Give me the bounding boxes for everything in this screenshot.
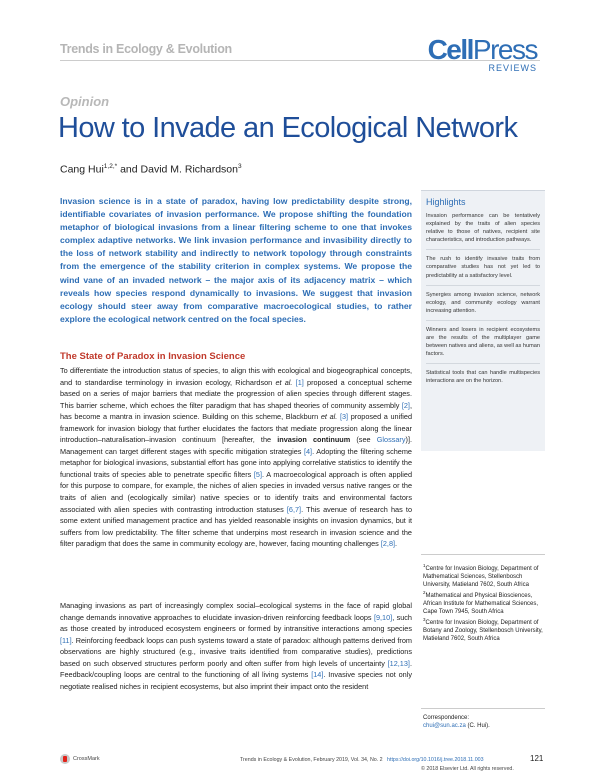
text-run: et al. <box>320 412 338 422</box>
body-paragraph-1 <box>60 365 412 550</box>
author-1[interactable]: Cang Hui <box>60 163 104 176</box>
affiliations <box>423 562 548 643</box>
body-paragraph-2 <box>60 600 412 692</box>
text-run: et al. <box>275 377 293 387</box>
correspondence: Correspondence: chui@sun.ac.za (C. Hui). <box>423 714 548 730</box>
copyright: © 2018 Elsevier Ltd. All rights reserved. <box>421 766 514 772</box>
crossmark-badge[interactable]: CrossMark <box>60 754 100 764</box>
affiliation-item <box>423 562 548 589</box>
citation-link[interactable]: [5] <box>253 469 263 479</box>
citation-link[interactable]: [12,13] <box>387 658 410 668</box>
citation-link[interactable]: [3] <box>339 412 349 422</box>
citation-link[interactable]: [9,10] <box>373 612 393 622</box>
citation-link[interactable]: [2] <box>401 400 410 410</box>
doi-link[interactable]: https://doi.org/10.1016/j.tree.2018.11.003 <box>387 757 484 763</box>
text-run: . Feedback/coupling loops are central to the functioning of all living systems <box>60 658 412 680</box>
logo-reviews: REVIEWS <box>488 63 537 73</box>
text-run: invasion continuum <box>277 435 351 445</box>
text-run: , has become a mantra in invasion science. Building on this scheme, Blackburn <box>60 400 412 422</box>
abstract: Invasion science is in a state of paradox, having low predictability despite strong, identifiable covariates of invasion performance. We propose shifting the foundation metaphor of biological invasions from a linear filtering scheme to one that invokes complex adaptive networks. We link invasion performance and invasibility directly to the loss of network stability and indirectly to network topology through constraints from the emergence of the stability criterion in complex systems. We propose the wind vane of an invaded network – the major axis of its adjacency matrix – which reveals how species respond dynamically to invasions. We suggest that invasion ecology should steer away from comparative macroecological studies, to rather explore the ecological network centred on the focal species. <box>60 196 412 324</box>
affiliation-text: Centre for Invasion Biology, Department of Mathematical Sciences, Stellenbosch University, Matieland 7602, South Africa <box>423 566 539 588</box>
highlights-box <box>421 190 545 451</box>
page-number: 121 <box>530 754 544 763</box>
highlight-item: Synergies among invasion science, network ecology, and community ecology warrant increasing attention. <box>426 291 540 314</box>
author-line: Cang Hui$^{1,2,*}$ and David M. Richardson$^3$ <box>60 163 242 176</box>
citation-link[interactable]: [11] <box>60 635 72 645</box>
citation-link[interactable]: [14] <box>311 670 324 680</box>
affiliation-text: Centre for Invasion Biology, Department of Botany and Zoology, Stellenbosch University, Matieland 7602, South Africa <box>423 620 543 642</box>
text-run: proposed a conceptual scheme based on a series of major barriers that mediate the progression of alien species through different stages. This barrier scheme, which echoes the filter paradigm that has shaped theories of community assembly <box>60 377 412 410</box>
affiliation-text: Mathematical and Physical Biosciences, African Institute for Mathematical Sciences, Cape Town 7945, South Africa <box>423 593 539 615</box>
section-heading: The State of Paradox in Invasion Science <box>60 351 246 362</box>
affiliation-number: 2 <box>423 590 426 595</box>
text-run: , such as those created by introduced ecosystem engineers or formed by intransitive interactions among species <box>60 612 412 634</box>
highlight-divider <box>426 320 540 321</box>
text-run: . This avenue of research has to some extent unified management practice and has yielded reasonable insights on invasion dynamics, but it suffers from low predictability. The filter scheme that underpins most research in invasion science and the filter paradigm that does the same in community ecology are, however, facing mounting challenges <box>60 504 413 549</box>
text-run: )]. Management can target different stages with specific mitigation strategies <box>60 435 413 456</box>
affiliation-divider <box>421 554 545 555</box>
text-run: . Invasive species not only negotiate realised niches in recipient ecosystems, but also imprint their impact onto the resident <box>60 670 412 691</box>
article-title: How to Invade an Ecological Network <box>58 112 518 144</box>
citation-link[interactable]: [2,8] <box>380 539 396 549</box>
text-run: . A macroecological approach is often applied for this purpose to compare, for example, the niches of alien species in invaded versus native ranges or the traits of alien and (ecologically similar) native species or to identify traits and environmental factors associated with alien species with contrasting introduction statuses <box>60 469 412 514</box>
footer-citation: Trends in Ecology & Evolution, February 2019, Vol. 34, No. 2 https://doi.org/10.1016/j.tree.2018.11.003 <box>240 757 484 763</box>
author-2-affil: 3 <box>237 163 242 170</box>
crossmark-icon <box>60 754 70 764</box>
affiliation-item <box>423 616 548 643</box>
cellpress-logo[interactable] <box>428 36 537 73</box>
affiliation-number: 1 <box>423 563 426 568</box>
highlight-item: Winners and losers in recipient ecosystems are the results of the multiplayer game between natives and aliens, as well as human factors. <box>426 326 540 358</box>
highlights-title: Highlights <box>426 197 466 207</box>
highlight-item: Statistical tools that can handle multispecies interactions are on the horizon. <box>426 370 540 385</box>
citation-link[interactable]: [1] <box>295 377 304 387</box>
author-2[interactable]: David M. Richardson <box>140 163 238 176</box>
logo-wordmark: CellPress <box>427 34 537 65</box>
author-1-affil: 1,2,* <box>103 163 118 170</box>
journal-name: Trends in Ecology & Evolution <box>60 42 232 56</box>
article-type: Opinion <box>60 94 110 109</box>
text-run: . <box>395 539 398 549</box>
text-run: proposed a unified framework for invasion biology that further elucidates the factors that mediate progression along the linear introduction–naturalisation–invasion continuum [hereafter, the <box>60 412 413 445</box>
text-run: To differentiate the introduction status of species, to align this with ecological and biogeographical concepts, and to standardise terminology in invasion ecology, Richardson <box>60 366 412 387</box>
correspondence-label: Correspondence: <box>423 715 470 721</box>
correspondence-email[interactable]: chui@sun.ac.za <box>423 723 466 729</box>
highlight-divider <box>426 363 540 364</box>
citation-link[interactable]: [6,7] <box>286 504 302 514</box>
affiliation-item <box>423 589 548 616</box>
citation-link[interactable]: Glossary <box>376 435 406 445</box>
highlight-divider <box>426 285 540 286</box>
highlight-item: Invasion performance can be tentatively explained by the traits of alien species relative to those of natives, recipient site characteristics, and introduction pathways. <box>426 213 540 244</box>
affiliation-number: 3 <box>423 617 426 622</box>
correspondence-divider <box>421 708 545 709</box>
text-run: (see <box>350 435 377 445</box>
highlight-item: The rush to identify invasive traits from comparative studies has not yet led to predictability at a satisfactory level. <box>426 256 540 279</box>
text-run: . Reinforcing feedback loops can push systems toward a state of paradox: although patterns derived from observations are highly structured (e.g., invasive traits identified from comparative studies), predictions based on such observed structures perform poorly and often suffer from high levels of uncertainty <box>60 635 412 668</box>
text-run: . Adopting the filtering scheme metaphor for biological invasions, substantial effort has gone into applying correlative statistics to identify the functional traits of species able to penetrate specific filters <box>60 446 412 479</box>
citation-link[interactable]: [4] <box>303 446 313 456</box>
text-run: Managing invasions as part of increasingly complex social–ecological systems in the face of rapid global change demands innovative approaches to elucidate invasion-driven reinforcing feedback loops <box>60 601 412 622</box>
highlight-divider <box>426 249 540 250</box>
